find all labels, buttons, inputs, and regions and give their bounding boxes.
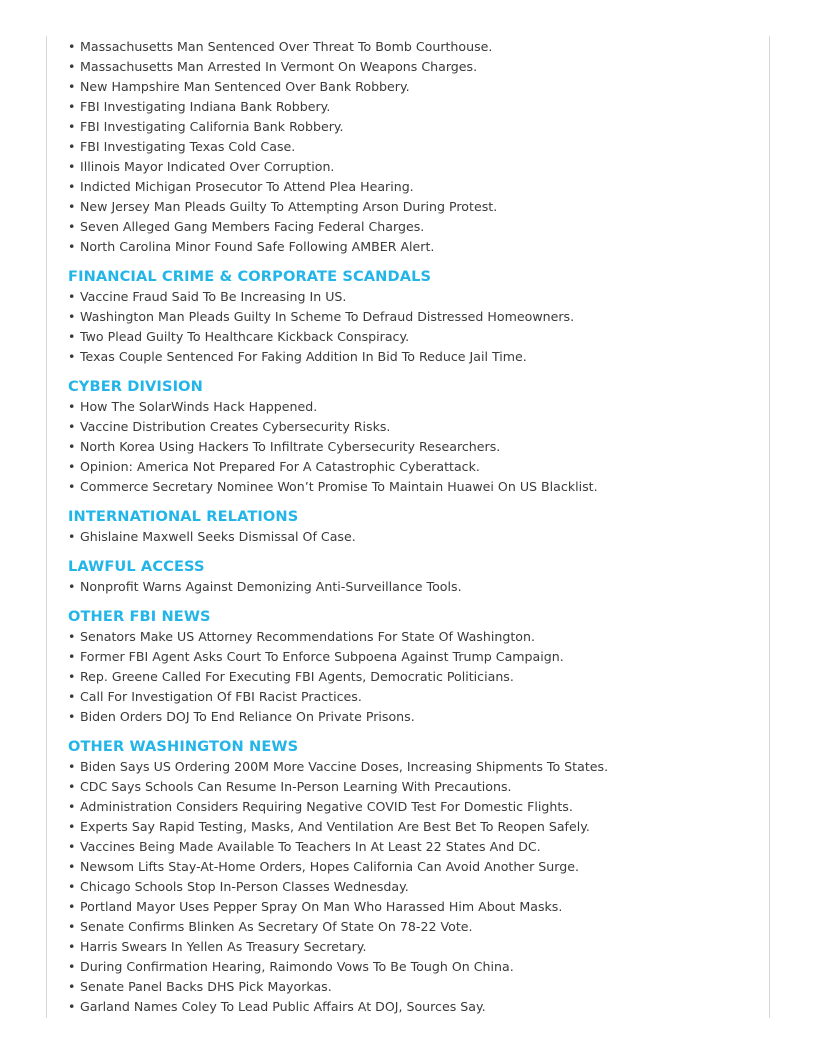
bullet-icon: •: [68, 479, 76, 494]
list-item-text: Senate Confirms Blinken As Secretary Of State On 78-22 Vote.: [80, 919, 473, 934]
list-item[interactable]: [68, 857, 758, 877]
list-item-text: Commerce Secretary Nominee Won’t Promise To Maintain Huawei On US Blacklist.: [80, 479, 598, 494]
list-item[interactable]: [68, 137, 758, 157]
list-item-text: FBI Investigating Indiana Bank Robbery.: [80, 99, 331, 114]
list-item[interactable]: [68, 217, 758, 237]
list-item-text: Newsom Lifts Stay-At-Home Orders, Hopes California Can Avoid Another Surge.: [80, 859, 579, 874]
list-item[interactable]: [68, 917, 758, 937]
bullet-icon: •: [68, 649, 76, 664]
bullet-icon: •: [68, 779, 76, 794]
list-item[interactable]: [68, 957, 758, 977]
list-item-text: Illinois Mayor Indicated Over Corruption.: [80, 159, 335, 174]
list-item[interactable]: [68, 307, 758, 327]
bullet-icon: •: [68, 959, 76, 974]
list-item[interactable]: [68, 327, 758, 347]
section-heading: OTHER WASHINGTON NEWS: [68, 738, 299, 755]
list-item[interactable]: [68, 937, 758, 957]
sections-container: [68, 267, 758, 1017]
bullet-icon: •: [68, 39, 76, 54]
list-item[interactable]: [68, 437, 758, 457]
list-item-text: Ghislaine Maxwell Seeks Dismissal Of Case.: [80, 529, 356, 544]
bullet-icon: •: [68, 59, 76, 74]
bullet-icon: •: [68, 309, 76, 324]
bullet-icon: •: [68, 529, 76, 544]
list-item-text: Biden Says US Ordering 200M More Vaccine Doses, Increasing Shipments To States.: [80, 759, 609, 774]
section-heading: INTERNATIONAL RELATIONS: [68, 508, 299, 525]
list-item[interactable]: [68, 287, 758, 307]
section-heading: OTHER FBI NEWS: [68, 608, 211, 625]
list-item-text: Texas Couple Sentenced For Faking Addition In Bid To Reduce Jail Time.: [80, 349, 527, 364]
bullet-icon: •: [68, 979, 76, 994]
section: [68, 267, 758, 367]
bullet-icon: •: [68, 239, 76, 254]
section-heading: LAWFUL ACCESS: [68, 558, 205, 575]
list-item[interactable]: [68, 117, 758, 137]
list-item[interactable]: [68, 797, 758, 817]
bullet-icon: •: [68, 329, 76, 344]
bullet-icon: •: [68, 669, 76, 684]
list-item-text: Call For Investigation Of FBI Racist Practices.: [80, 689, 362, 704]
list-item[interactable]: [68, 647, 758, 667]
bullet-icon: •: [68, 759, 76, 774]
list-item[interactable]: [68, 347, 758, 367]
list-item[interactable]: [68, 477, 758, 497]
bullet-icon: •: [68, 689, 76, 704]
list-item[interactable]: [68, 197, 758, 217]
list-item-text: Administration Considers Requiring Negative COVID Test For Domestic Flights.: [80, 799, 573, 814]
list-item-text: Vaccines Being Made Available To Teachers In At Least 22 States And DC.: [80, 839, 541, 854]
list-item-text: Harris Swears In Yellen As Treasury Secretary.: [80, 939, 367, 954]
list-item-text: How The SolarWinds Hack Happened.: [80, 399, 318, 414]
list-item-text: North Carolina Minor Found Safe Following AMBER Alert.: [80, 239, 435, 254]
bullet-icon: •: [68, 79, 76, 94]
list-item[interactable]: [68, 757, 758, 777]
bullet-icon: •: [68, 999, 76, 1014]
list-item-text: During Confirmation Hearing, Raimondo Vows To Be Tough On China.: [80, 959, 514, 974]
bullet-icon: •: [68, 899, 76, 914]
bullet-icon: •: [68, 859, 76, 874]
list-item[interactable]: [68, 997, 758, 1017]
bullet-icon: •: [68, 159, 76, 174]
bullet-icon: •: [68, 99, 76, 114]
list-item-text: Rep. Greene Called For Executing FBI Agents, Democratic Politicians.: [80, 669, 514, 684]
list-item-text: Massachusetts Man Arrested In Vermont On Weapons Charges.: [80, 59, 478, 74]
list-item[interactable]: [68, 627, 758, 647]
list-item[interactable]: [68, 97, 758, 117]
list-item[interactable]: [68, 977, 758, 997]
list-item[interactable]: [68, 457, 758, 477]
list-item-text: Two Plead Guilty To Healthcare Kickback Conspiracy.: [80, 329, 410, 344]
list-item-text: North Korea Using Hackers To Infiltrate Cybersecurity Researchers.: [80, 439, 501, 454]
bullet-icon: •: [68, 579, 76, 594]
list-item-text: Biden Orders DOJ To End Reliance On Private Prisons.: [80, 709, 415, 724]
news-briefing-content: [68, 37, 758, 1017]
bullet-icon: •: [68, 199, 76, 214]
list-item[interactable]: [68, 817, 758, 837]
bullet-icon: •: [68, 219, 76, 234]
list-item-text: Washington Man Pleads Guilty In Scheme To Defraud Distressed Homeowners.: [80, 309, 575, 324]
list-item-text: Senators Make US Attorney Recommendations For State Of Washington.: [80, 629, 535, 644]
list-item[interactable]: [68, 157, 758, 177]
list-item-text: Vaccine Fraud Said To Be Increasing In US.: [80, 289, 347, 304]
bullet-icon: •: [68, 289, 76, 304]
list-item[interactable]: [68, 877, 758, 897]
list-item-text: Chicago Schools Stop In-Person Classes Wednesday.: [80, 879, 409, 894]
section-heading: CYBER DIVISION: [68, 378, 203, 395]
list-item-text: CDC Says Schools Can Resume In-Person Learning With Precautions.: [80, 779, 512, 794]
list-item[interactable]: [68, 37, 758, 57]
section-heading: FINANCIAL CRIME & CORPORATE SCANDALS: [68, 268, 432, 285]
bullet-icon: •: [68, 919, 76, 934]
bullet-icon: •: [68, 629, 76, 644]
list-item[interactable]: [68, 777, 758, 797]
list-item[interactable]: [68, 707, 758, 727]
bullet-icon: •: [68, 349, 76, 364]
list-item[interactable]: [68, 667, 758, 687]
section: [68, 557, 758, 597]
list-item-text: Massachusetts Man Sentenced Over Threat To Bomb Courthouse.: [80, 39, 493, 54]
section: [68, 737, 758, 1017]
list-item-text: Senate Panel Backs DHS Pick Mayorkas.: [80, 979, 332, 994]
list-item[interactable]: [68, 417, 758, 437]
section: [68, 377, 758, 497]
bullet-icon: •: [68, 799, 76, 814]
bullet-icon: •: [68, 459, 76, 474]
list-item-text: Former FBI Agent Asks Court To Enforce Subpoena Against Trump Campaign.: [80, 649, 564, 664]
bullet-icon: •: [68, 939, 76, 954]
list-item-text: Vaccine Distribution Creates Cybersecurity Risks.: [80, 419, 391, 434]
list-item[interactable]: [68, 837, 758, 857]
bullet-icon: •: [68, 439, 76, 454]
bullet-icon: •: [68, 179, 76, 194]
list-item-text: Nonprofit Warns Against Demonizing Anti-Surveillance Tools.: [80, 579, 462, 594]
list-item[interactable]: [68, 897, 758, 917]
list-item-text: Portland Mayor Uses Pepper Spray On Man Who Harassed Him About Masks.: [80, 899, 563, 914]
list-item[interactable]: [68, 177, 758, 197]
bullet-icon: •: [68, 399, 76, 414]
bullet-icon: •: [68, 119, 76, 134]
bullet-icon: •: [68, 709, 76, 724]
list-item[interactable]: [68, 687, 758, 707]
section: [68, 607, 758, 727]
bullet-icon: •: [68, 839, 76, 854]
section: [68, 507, 758, 547]
bullet-icon: •: [68, 419, 76, 434]
list-item-text: FBI Investigating California Bank Robbery.: [80, 119, 344, 134]
list-item[interactable]: [68, 397, 758, 417]
list-item-text: Seven Alleged Gang Members Facing Federal Charges.: [80, 219, 425, 234]
list-item-text: Garland Names Coley To Lead Public Affairs At DOJ, Sources Say.: [80, 999, 486, 1014]
list-item[interactable]: [68, 577, 758, 597]
list-item-text: Indicted Michigan Prosecutor To Attend Plea Hearing.: [80, 179, 414, 194]
list-item-text: Opinion: America Not Prepared For A Catastrophic Cyberattack.: [80, 459, 480, 474]
list-item-text: FBI Investigating Texas Cold Case.: [80, 139, 296, 154]
list-item[interactable]: [68, 77, 758, 97]
list-item[interactable]: [68, 237, 758, 257]
intro-list: [68, 37, 758, 257]
list-item-text: New Jersey Man Pleads Guilty To Attempting Arson During Protest.: [80, 199, 498, 214]
bullet-icon: •: [68, 139, 76, 154]
bullet-icon: •: [68, 879, 76, 894]
bullet-icon: •: [68, 819, 76, 834]
list-item-text: New Hampshire Man Sentenced Over Bank Robbery.: [80, 79, 410, 94]
list-item-text: Experts Say Rapid Testing, Masks, And Ventilation Are Best Bet To Reopen Safely.: [80, 819, 590, 834]
list-item[interactable]: [68, 57, 758, 77]
list-item[interactable]: [68, 527, 758, 547]
